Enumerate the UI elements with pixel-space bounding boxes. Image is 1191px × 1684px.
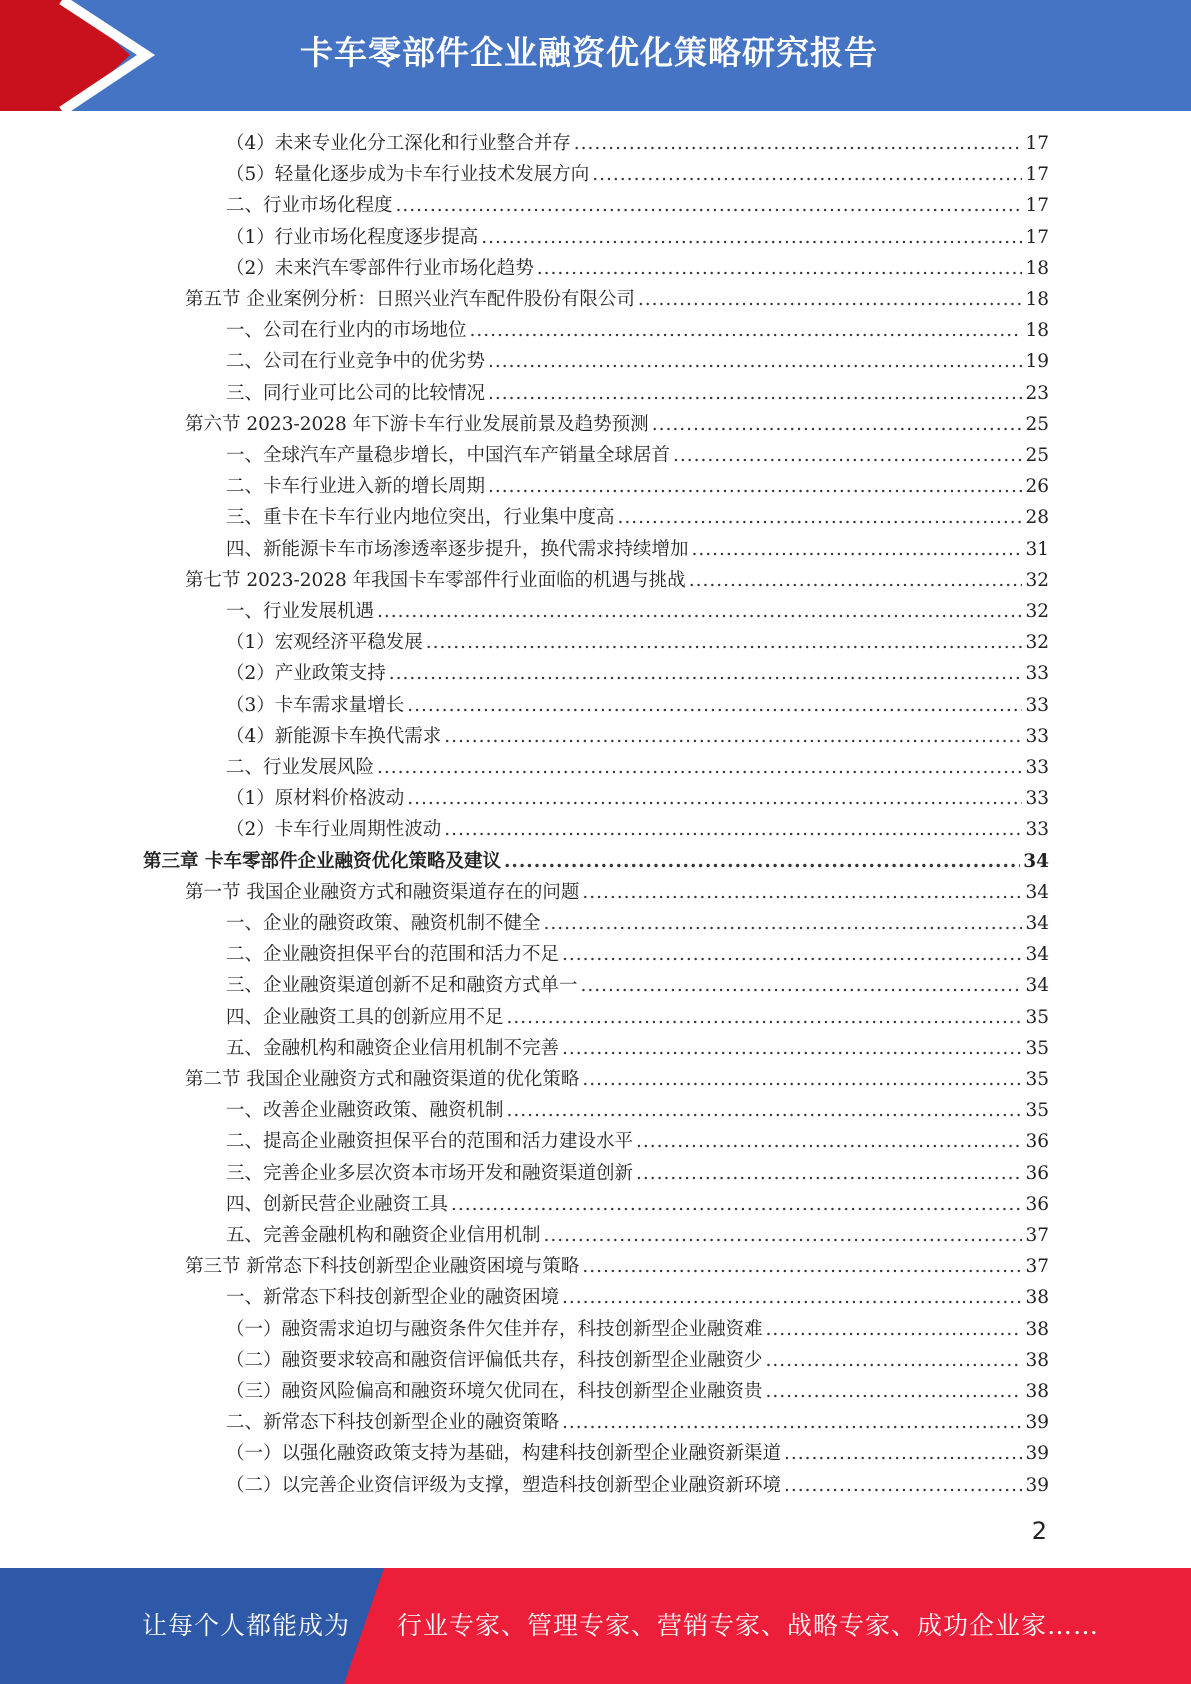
toc-leader-dots (407, 783, 1022, 814)
toc-leader-dots (618, 502, 1023, 533)
toc-entry-page: 26 (1025, 476, 1049, 498)
toc-entry-row[interactable] (226, 658, 1049, 689)
toc-leader-dots (377, 752, 1022, 783)
toc-entry-page: 34 (1025, 944, 1049, 966)
toc-leader-dots (444, 721, 1022, 752)
toc-entry-page: 31 (1025, 538, 1049, 560)
toc-entry-page: 34 (1025, 975, 1049, 997)
toc-entry-label: 三、重卡在卡车行业内地位突出，行业集中度高 (226, 507, 615, 529)
toc-entry-page: 23 (1025, 382, 1049, 404)
toc-entry-label: 三、完善企业多层次资本市场开发和融资渠道创新 (226, 1162, 634, 1184)
toc-entry-row[interactable] (226, 253, 1049, 284)
toc-entry-label: （二）融资要求较高和融资信评偏低共存，科技创新型企业融资少 (226, 1349, 763, 1371)
toc-leader-dots (544, 908, 1023, 939)
toc-entry-label: 第六节 2023-2028 年下游卡车行业发展前景及趋势预测 (185, 413, 649, 435)
toc-leader-dots (389, 658, 1023, 689)
toc-entry-row[interactable] (226, 908, 1049, 939)
toc-entry-page: 33 (1025, 725, 1049, 747)
toc-leader-dots (407, 690, 1022, 721)
toc-entry-page: 36 (1025, 1193, 1049, 1215)
toc-entry-page: 35 (1025, 1100, 1049, 1122)
toc-entry-label: （一）融资需求迫切与融资条件欠佳并存，科技创新型企业融资难 (226, 1318, 763, 1340)
toc-entry-page: 33 (1025, 694, 1049, 716)
toc-leader-dots (652, 409, 1023, 440)
toc-entry-label: 第七节 2023-2028 年我国卡车零部件行业面临的机遇与挑战 (185, 569, 686, 591)
toc-entry-label: （2）卡车行业周期性波动 (226, 819, 442, 841)
toc-leader-dots (574, 128, 1023, 159)
toc-entry-label: 三、同行业可比公司的比较情况 (226, 382, 486, 404)
toc-entry-page: 35 (1025, 1037, 1049, 1059)
toc-leader-dots (636, 1126, 1022, 1157)
toc-entry-label: 第三节 新常态下科技创新型企业融资困境与策略 (185, 1256, 580, 1278)
toc-entry-row[interactable] (226, 190, 1049, 221)
toc-entry-label: （2）未来汽车零部件行业市场化趋势 (226, 257, 534, 279)
toc-entry-row[interactable] (226, 1158, 1049, 1189)
toc-leader-dots (504, 846, 1020, 877)
toc-leader-dots (638, 284, 1023, 315)
footer-slogan-right: 行业专家、管理专家、营销专家、战略专家、成功企业家…… (397, 1611, 1100, 1640)
toc-chapter-row[interactable] (143, 846, 1049, 877)
toc-leader-dots (692, 534, 1023, 565)
toc-entry-page: 39 (1025, 1412, 1049, 1434)
toc-entry-row[interactable] (226, 1033, 1049, 1064)
toc-entry-label: （1）宏观经济平稳发展 (226, 632, 423, 654)
toc-entry-page: 18 (1025, 289, 1049, 310)
toc-entry-row[interactable] (226, 128, 1049, 159)
toc-entry-row[interactable] (226, 1095, 1049, 1126)
toc-entry-row[interactable] (226, 378, 1049, 409)
toc-entry-row[interactable] (226, 346, 1049, 377)
toc-entry-label: （1）原材料价格波动 (226, 788, 405, 810)
toc-entry-page: 39 (1025, 1474, 1049, 1496)
toc-leader-dots (470, 315, 1023, 346)
toc-entry-label: 四、新能源卡车市场渗透率逐步提升，换代需求持续增加 (226, 538, 689, 560)
toc-entry-label: 五、金融机构和融资企业信用机制不完善 (226, 1037, 560, 1059)
toc-entry-row[interactable] (226, 1438, 1049, 1469)
report-title: 卡车零部件企业融资优化策略研究报告 (300, 33, 878, 72)
toc-entry-label: 一、企业的融资政策、融资机制不健全 (226, 913, 541, 934)
toc-section-row[interactable] (185, 284, 1049, 315)
footer-slogan-left: 让每个人都能成为 (142, 1611, 351, 1640)
toc-entry-page: 34 (1025, 913, 1049, 934)
toc-entry-page: 17 (1025, 133, 1049, 154)
toc-leader-dots (537, 253, 1023, 284)
toc-leader-dots (582, 877, 1022, 908)
toc-leader-dots (507, 1002, 1023, 1033)
toc-entry-row[interactable] (226, 1189, 1049, 1220)
toc-entry-row[interactable] (226, 1470, 1049, 1501)
toc-section-row[interactable] (185, 877, 1049, 908)
toc-entry-row[interactable] (226, 159, 1049, 190)
toc-entry-label: 二、企业融资担保平台的范围和活力不足 (226, 944, 560, 966)
toc-entry-page: 39 (1025, 1443, 1049, 1465)
toc-leader-dots (581, 970, 1023, 1001)
toc-entry-row[interactable] (226, 970, 1049, 1001)
toc-entry-page: 32 (1025, 601, 1049, 622)
toc-leader-dots (444, 814, 1022, 845)
toc-leader-dots (488, 378, 1022, 409)
page-footer (0, 1568, 1191, 1684)
toc-leader-dots (784, 1470, 1022, 1501)
toc-entry-label: 一、行业发展机遇 (226, 601, 375, 622)
toc-entry-label: （5）轻量化逐步成为卡车行业技术发展方向 (226, 164, 590, 186)
toc-leader-dots (673, 440, 1022, 471)
toc-entry-row[interactable] (226, 534, 1049, 565)
toc-entry-page: 37 (1025, 1225, 1049, 1246)
toc-entry-label: （3）卡车需求量增长 (226, 694, 405, 716)
toc-entry-label: 三、企业融资渠道创新不足和融资方式单一 (226, 975, 578, 997)
toc-entry-page: 25 (1025, 413, 1049, 435)
toc-leader-dots (562, 1407, 1022, 1438)
toc-entry-page: 35 (1025, 1069, 1049, 1090)
toc-entry-label: （1）行业市场化程度逐步提高 (226, 226, 479, 248)
toc-entry-page: 25 (1025, 445, 1049, 466)
toc-entry-page: 33 (1025, 757, 1049, 778)
toc-entry-page: 38 (1025, 1381, 1049, 1402)
toc-entry-row[interactable] (226, 1376, 1049, 1407)
toc-entry-page: 37 (1025, 1256, 1049, 1278)
toc-entry-row[interactable] (226, 222, 1049, 253)
toc-entry-page: 33 (1025, 819, 1049, 841)
toc-section-row[interactable] (185, 565, 1049, 596)
toc-leader-dots (582, 1064, 1022, 1095)
toc-entry-row[interactable] (226, 1407, 1049, 1438)
toc-leader-dots (507, 1095, 1023, 1126)
toc-entry-label: （二）以完善企业资信评级为支撑，塑造科技创新型企业融资新环境 (226, 1474, 782, 1496)
toc-leader-dots (592, 159, 1022, 190)
toc-entry-label: 五、完善金融机构和融资企业信用机制 (226, 1225, 541, 1246)
toc-leader-dots (488, 346, 1022, 377)
toc-section-row[interactable] (185, 409, 1049, 440)
toc-entry-label: 第一节 我国企业融资方式和融资渠道存在的问题 (185, 881, 580, 903)
toc-leader-dots (766, 1376, 1023, 1407)
toc-entry-label: 第五节 企业案例分析：日照兴业汽车配件股份有限公司 (185, 289, 635, 310)
toc-entry-row[interactable] (226, 721, 1049, 752)
toc-entry-label: 一、公司在行业内的市场地位 (226, 320, 467, 342)
toc-entry-row[interactable] (226, 690, 1049, 721)
toc-entry-row[interactable] (226, 315, 1049, 346)
toc-leader-dots (582, 1251, 1022, 1282)
toc-entry-page: 36 (1025, 1131, 1049, 1153)
toc-leader-dots (766, 1314, 1023, 1345)
toc-leader-dots (377, 596, 1022, 627)
toc-leader-dots (426, 627, 1023, 658)
toc-entry-label: 一、全球汽车产量稳步增长，中国汽车产销量全球居首 (226, 445, 671, 466)
toc-entry-page: 18 (1025, 257, 1049, 279)
toc-leader-dots (562, 1282, 1022, 1313)
toc-entry-label: 二、新常态下科技创新型企业的融资策略 (226, 1412, 560, 1434)
toc-entry-row[interactable] (226, 1126, 1049, 1157)
toc-entry-page: 34 (1025, 881, 1049, 903)
toc-entry-row[interactable] (226, 471, 1049, 502)
toc-entry-label: 第三章 卡车零部件企业融资优化策略及建议 (143, 850, 501, 872)
toc-entry-page: 38 (1025, 1349, 1049, 1371)
toc-entry-row[interactable] (226, 783, 1049, 814)
toc-entry-label: 二、行业市场化程度 (226, 195, 393, 217)
toc-entry-row[interactable] (226, 627, 1049, 658)
toc-entry-label: 一、新常态下科技创新型企业的融资困境 (226, 1287, 560, 1309)
toc-entry-row[interactable] (226, 502, 1049, 533)
toc-leader-dots (784, 1438, 1022, 1469)
toc-entry-label: （4）新能源卡车换代需求 (226, 725, 442, 747)
toc-leader-dots (636, 1158, 1022, 1189)
toc-entry-page: 28 (1025, 507, 1049, 529)
toc-leader-dots (766, 1345, 1023, 1376)
toc-leader-dots (488, 471, 1022, 502)
toc-entry-row[interactable] (226, 1314, 1049, 1345)
toc-entry-label: 二、公司在行业竞争中的优劣势 (226, 351, 486, 373)
toc-entry-page: 32 (1025, 632, 1049, 654)
toc-entry-page: 38 (1025, 1287, 1049, 1309)
toc-leader-dots (396, 190, 1023, 221)
toc-entry-label: 四、创新民营企业融资工具 (226, 1193, 449, 1215)
toc-entry-page: 17 (1025, 195, 1049, 217)
toc-entry-page: 32 (1025, 569, 1049, 591)
toc-section-row[interactable] (185, 1251, 1049, 1282)
toc-entry-row[interactable] (226, 440, 1049, 471)
toc-entry-page: 33 (1025, 663, 1049, 685)
toc-entry-page: 36 (1025, 1162, 1049, 1184)
toc-entry-label: 第二节 我国企业融资方式和融资渠道的优化策略 (185, 1069, 580, 1090)
page-header (0, 0, 1191, 111)
toc-entry-label: （一）以强化融资政策支持为基础，构建科技创新型企业融资新渠道 (226, 1443, 782, 1465)
toc-entry-page: 19 (1025, 351, 1049, 373)
toc-entry-row[interactable] (226, 752, 1049, 783)
toc-entry-row[interactable] (226, 939, 1049, 970)
toc-entry-label: 二、卡车行业进入新的增长周期 (226, 476, 486, 498)
toc-entry-row[interactable] (226, 1282, 1049, 1313)
page-number: 2 (1031, 1517, 1047, 1545)
toc-leader-dots (544, 1220, 1023, 1251)
toc-leader-dots (481, 222, 1022, 253)
toc-leader-dots (689, 565, 1023, 596)
toc-entry-page: 38 (1025, 1318, 1049, 1340)
toc-entry-label: （4）未来专业化分工深化和行业整合并存 (226, 133, 571, 154)
toc-entry-page: 17 (1025, 226, 1049, 248)
toc-entry-row[interactable] (226, 596, 1049, 627)
toc-entry-label: 二、提高企业融资担保平台的范围和活力建设水平 (226, 1131, 634, 1153)
toc-entry-row[interactable] (226, 814, 1049, 845)
toc-leader-dots (451, 1189, 1022, 1220)
toc-entry-label: 一、改善企业融资政策、融资机制 (226, 1100, 504, 1122)
toc-leader-dots (562, 939, 1022, 970)
toc-entry-row[interactable] (226, 1345, 1049, 1376)
toc-entry-page: 34 (1023, 850, 1049, 872)
toc-entry-row[interactable] (226, 1002, 1049, 1033)
toc-entry-page: 33 (1025, 788, 1049, 810)
toc-entry-page: 17 (1025, 164, 1049, 186)
toc-entry-label: 二、行业发展风险 (226, 757, 375, 778)
toc-section-row[interactable] (185, 1064, 1049, 1095)
toc-entry-label: 四、企业融资工具的创新应用不足 (226, 1006, 504, 1028)
toc-entry-label: （2）产业政策支持 (226, 663, 386, 685)
toc-entry-page: 35 (1025, 1006, 1049, 1028)
toc-leader-dots (562, 1033, 1022, 1064)
toc-entry-row[interactable] (226, 1220, 1049, 1251)
toc-entry-page: 18 (1025, 320, 1049, 342)
toc-entry-label: （三）融资风险偏高和融资环境欠优同在，科技创新型企业融资贵 (226, 1381, 763, 1402)
